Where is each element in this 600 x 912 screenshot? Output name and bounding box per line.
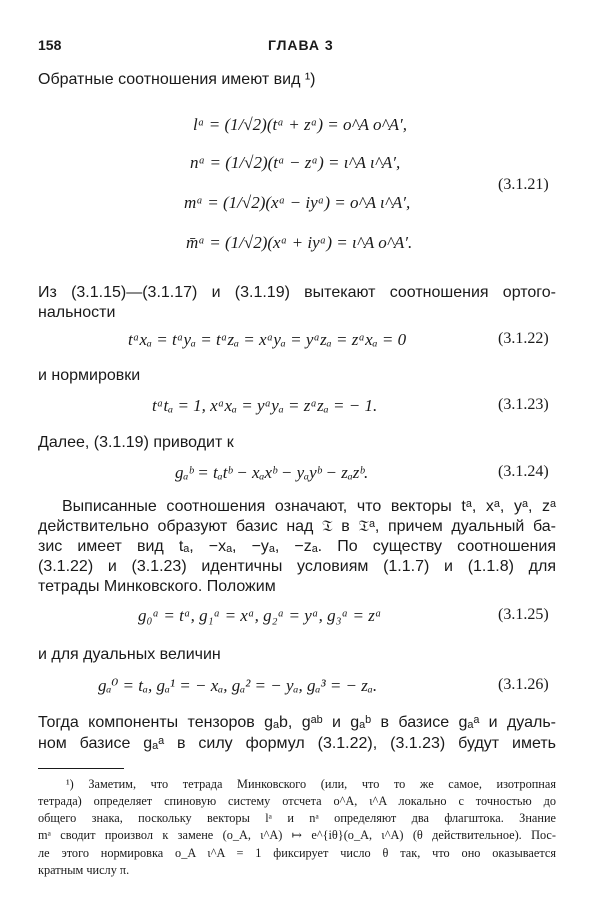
equation-3-1-23: tᵃtₐ = 1, xᵃxₐ = yᵃyₐ = zᵃzₐ = − 1. — [152, 396, 378, 415]
paragraph-line: ном базисе gₐᵃ в силу формул (3.1.22), (3.1.23) будут иметь — [38, 735, 556, 752]
equation-number: (3.1.26) — [498, 676, 549, 693]
equation-line: mᵃ = (1/√2)(xᵃ − iyᵃ) = o^A ι^A′, — [184, 193, 411, 212]
paragraph-line: Выписанные соотношения означают, что векторы tᵃ, xᵃ, yᵃ, zᵃ — [62, 498, 556, 515]
page-number: 158 — [38, 37, 62, 53]
equation-line: nᵃ = (1/√2)(tᵃ − zᵃ) = ι^A ι^A′, — [190, 153, 401, 172]
paragraph-line: нальности — [38, 304, 116, 321]
equation-number: (3.1.24) — [498, 463, 549, 480]
equation-line: m̄ᵃ = (1/√2)(xᵃ + iyᵃ) = ι^A o^A′. — [186, 233, 413, 252]
intro-text: Обратные соотношения имеют вид ¹) — [38, 71, 316, 88]
paragraph-line: действительно образуют базис над 𝔗 в 𝔗ᵃ, причем дуальный ба- — [38, 518, 556, 535]
footnote-line: кратным числу π. — [38, 863, 130, 877]
equation-number: (3.1.23) — [498, 396, 549, 413]
paragraph-line: и нормировки — [38, 367, 141, 384]
equation-line: lᵃ = (1/√2)(tᵃ + zᵃ) = o^A o^A′, — [193, 115, 408, 134]
equation-number: (3.1.21) — [498, 176, 549, 193]
equation-3-1-24: gₐᵇ = tₐtᵇ − xₐxᵇ − yₐyᵇ − zₐzᵇ. — [175, 463, 369, 482]
paragraph-line: и для дуальных величин — [38, 646, 221, 663]
footnote-line: ¹) Заметим, что тетрада Минковского (или, что то же самое, изотропная — [66, 777, 556, 791]
footnote-line: общего знака, поскольку векторы lᵃ и nᵃ определяют два флагштока. Знание — [38, 811, 556, 825]
footnote-line: ле этого нормировка o_A ι^A = 1 фиксирует число θ так, что оно оказывается — [38, 846, 556, 860]
footnote-line: mᵃ сводит произвол к замене (o_A, ι^A) ↦ e^{iθ}(o_A, ι^A) (θ действительное). Пос- — [38, 828, 556, 842]
paragraph-line: Из (3.1.15)—(3.1.17) и (3.1.19) вытекают соотношения ортого- — [38, 284, 556, 301]
equation-3-1-22: tᵃxₐ = tᵃyₐ = tᵃzₐ = xᵃyₐ = yᵃzₐ = zᵃxₐ = 0 — [128, 330, 407, 349]
paragraph-line: тетрады Минковского. Положим — [38, 578, 276, 595]
paragraph-line: зис имеет вид tₐ, −xₐ, −yₐ, −zₐ. По существу соотношения — [38, 538, 556, 555]
paragraph-line: Далее, (3.1.19) приводит к — [38, 434, 234, 451]
paragraph-line: (3.1.22) и (3.1.23) идентичны условиям (1.1.7) и (1.1.8) для — [38, 558, 556, 575]
paragraph-line: Тогда компоненты тензоров gₐb, gᵃᵇ и gₐᵇ в базисе gₐᵃ и дуаль- — [38, 714, 556, 731]
equation-3-1-25: g₀ᵃ = tᵃ, g₁ᵃ = xᵃ, g₂ᵃ = yᵃ, g₃ᵃ = zᵃ — [138, 606, 382, 625]
chapter-header: ГЛАВА 3 — [268, 37, 334, 53]
footnote-line: тетрада) определяет спиновую систему отсчета o^A, ι^A локально с точностью до — [38, 794, 556, 808]
equation-number: (3.1.25) — [498, 606, 549, 623]
equation-number: (3.1.22) — [498, 330, 549, 347]
equation-3-1-26: gₐ⁰ = tₐ, gₐ¹ = − xₐ, gₐ² = − yₐ, gₐ³ = − zₐ. — [98, 676, 378, 695]
footnote-rule — [38, 768, 124, 769]
